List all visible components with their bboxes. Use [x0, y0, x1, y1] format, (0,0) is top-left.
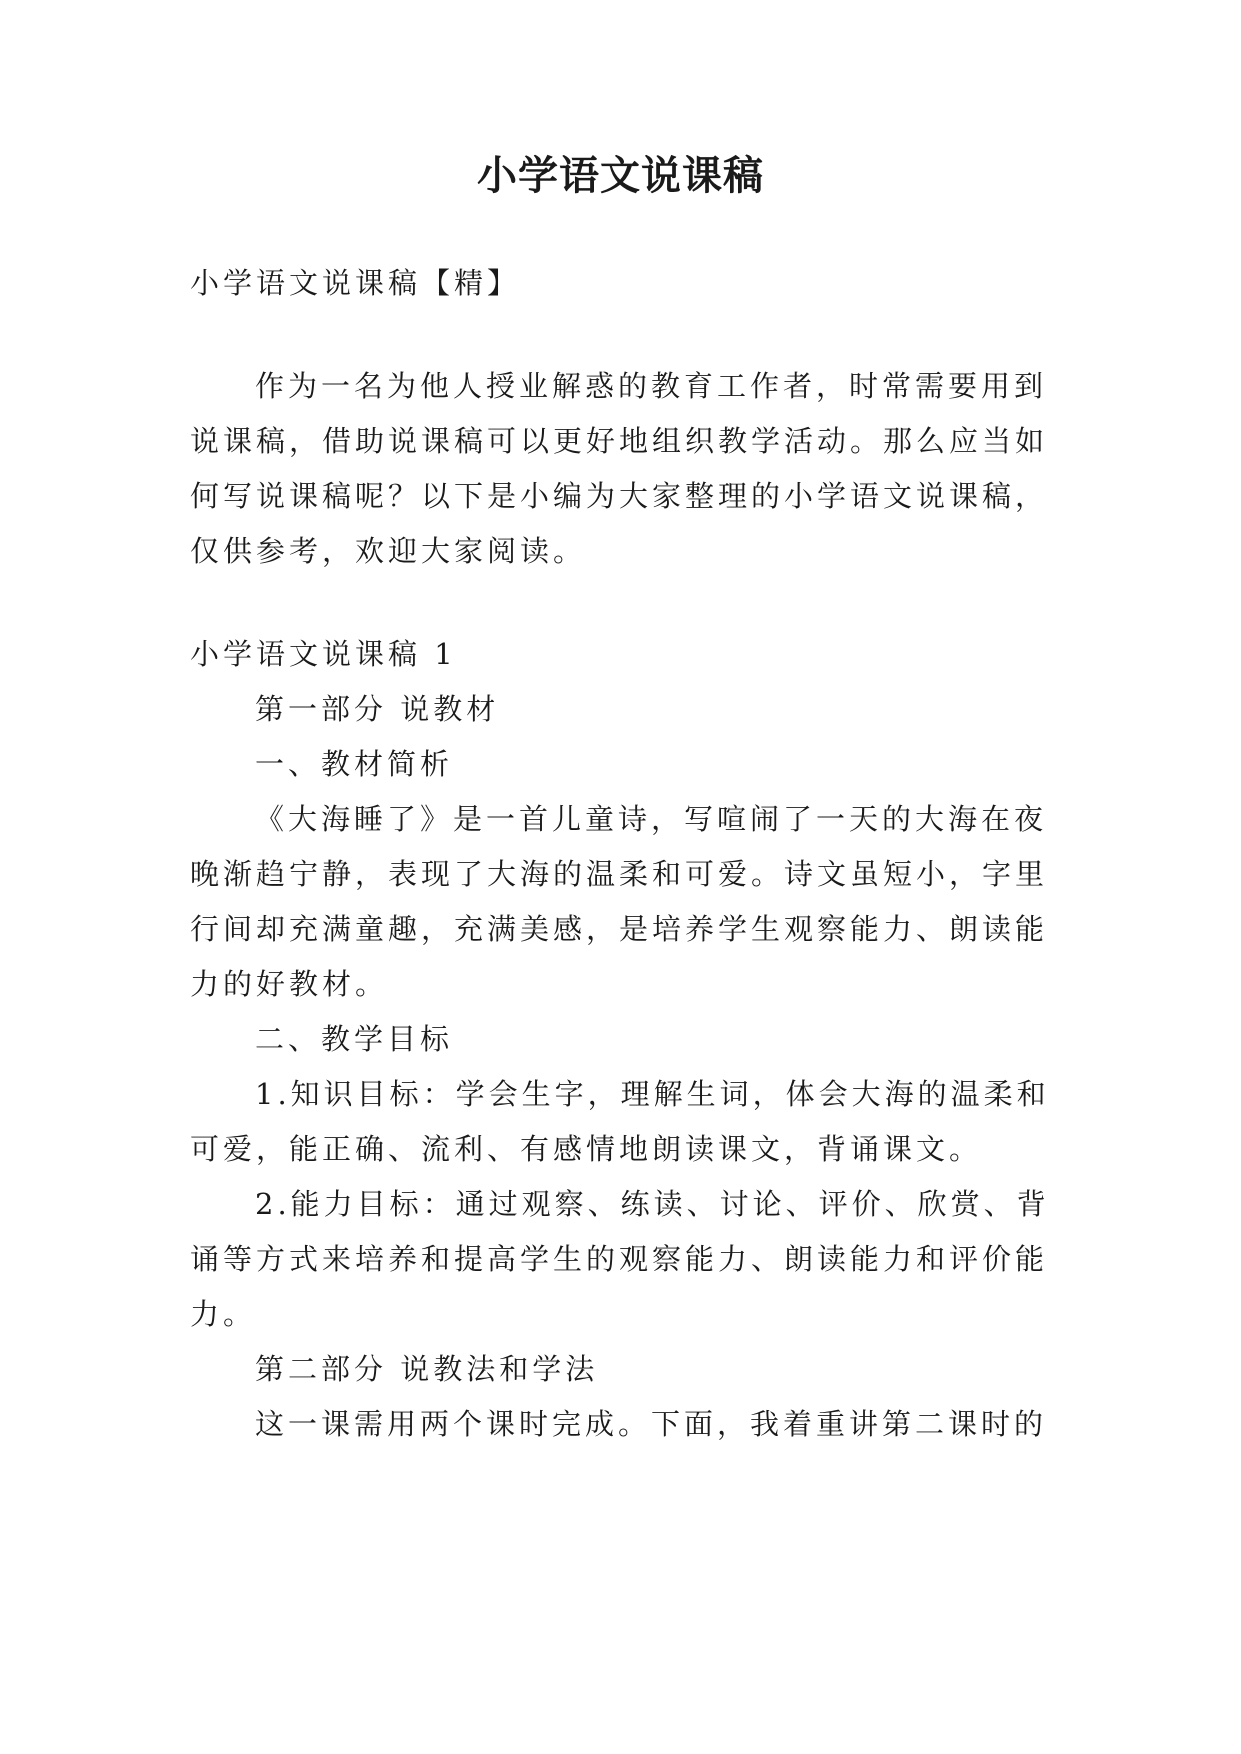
document-title: 小学语文说课稿 — [477, 152, 764, 199]
intro-line-4: 仅供参考，欢迎大家阅读。 — [190, 534, 587, 568]
sub2-heading: 二、教学目标 — [255, 1022, 454, 1056]
goal1-line-2: 可爱，能正确、流利、有感情地朗读课文，背诵课文。 — [190, 1132, 983, 1166]
analysis-line-2: 晚渐趋宁静，表现了大海的温柔和可爱。诗文虽短小，字里 — [190, 857, 1049, 891]
analysis-line-3: 行间却充满童趣，充满美感，是培养学生观察能力、朗读能 — [190, 912, 1049, 946]
section-heading: 小学语文说课稿 1 — [190, 637, 457, 671]
goal2-line-2: 诵等方式来培养和提高学生的观察能力、朗读能力和评价能 — [190, 1242, 1049, 1276]
goal2-line-3: 力。 — [190, 1297, 257, 1331]
intro-line-2: 说课稿，借助说课稿可以更好地组织教学活动。那么应当如 — [190, 424, 1049, 458]
analysis-line-1: 《大海睡了》是一首儿童诗，写喧闹了一天的大海在夜 — [255, 802, 1048, 836]
goal1-line-1: 1.知识目标：学会生字，理解生词，体会大海的温柔和 — [255, 1077, 1050, 1111]
document-subtitle: 小学语文说课稿【精】 — [190, 266, 521, 300]
method-line-1: 这一课需用两个课时完成。下面，我着重讲第二课时的 — [255, 1407, 1048, 1441]
part2-heading: 第二部分 说教法和学法 — [255, 1352, 599, 1386]
intro-line-3: 何写说课稿呢？以下是小编为大家整理的小学语文说课稿， — [190, 479, 1049, 513]
part1-heading: 第一部分 说教材 — [255, 692, 500, 726]
analysis-line-4: 力的好教材。 — [190, 967, 389, 1001]
intro-line-1: 作为一名为他人授业解惑的教育工作者，时常需要用到 — [255, 369, 1048, 403]
goal2-line-1: 2.能力目标：通过观察、练读、讨论、评价、欣赏、背 — [255, 1187, 1050, 1221]
sub1-heading: 一、教材简析 — [255, 747, 454, 781]
